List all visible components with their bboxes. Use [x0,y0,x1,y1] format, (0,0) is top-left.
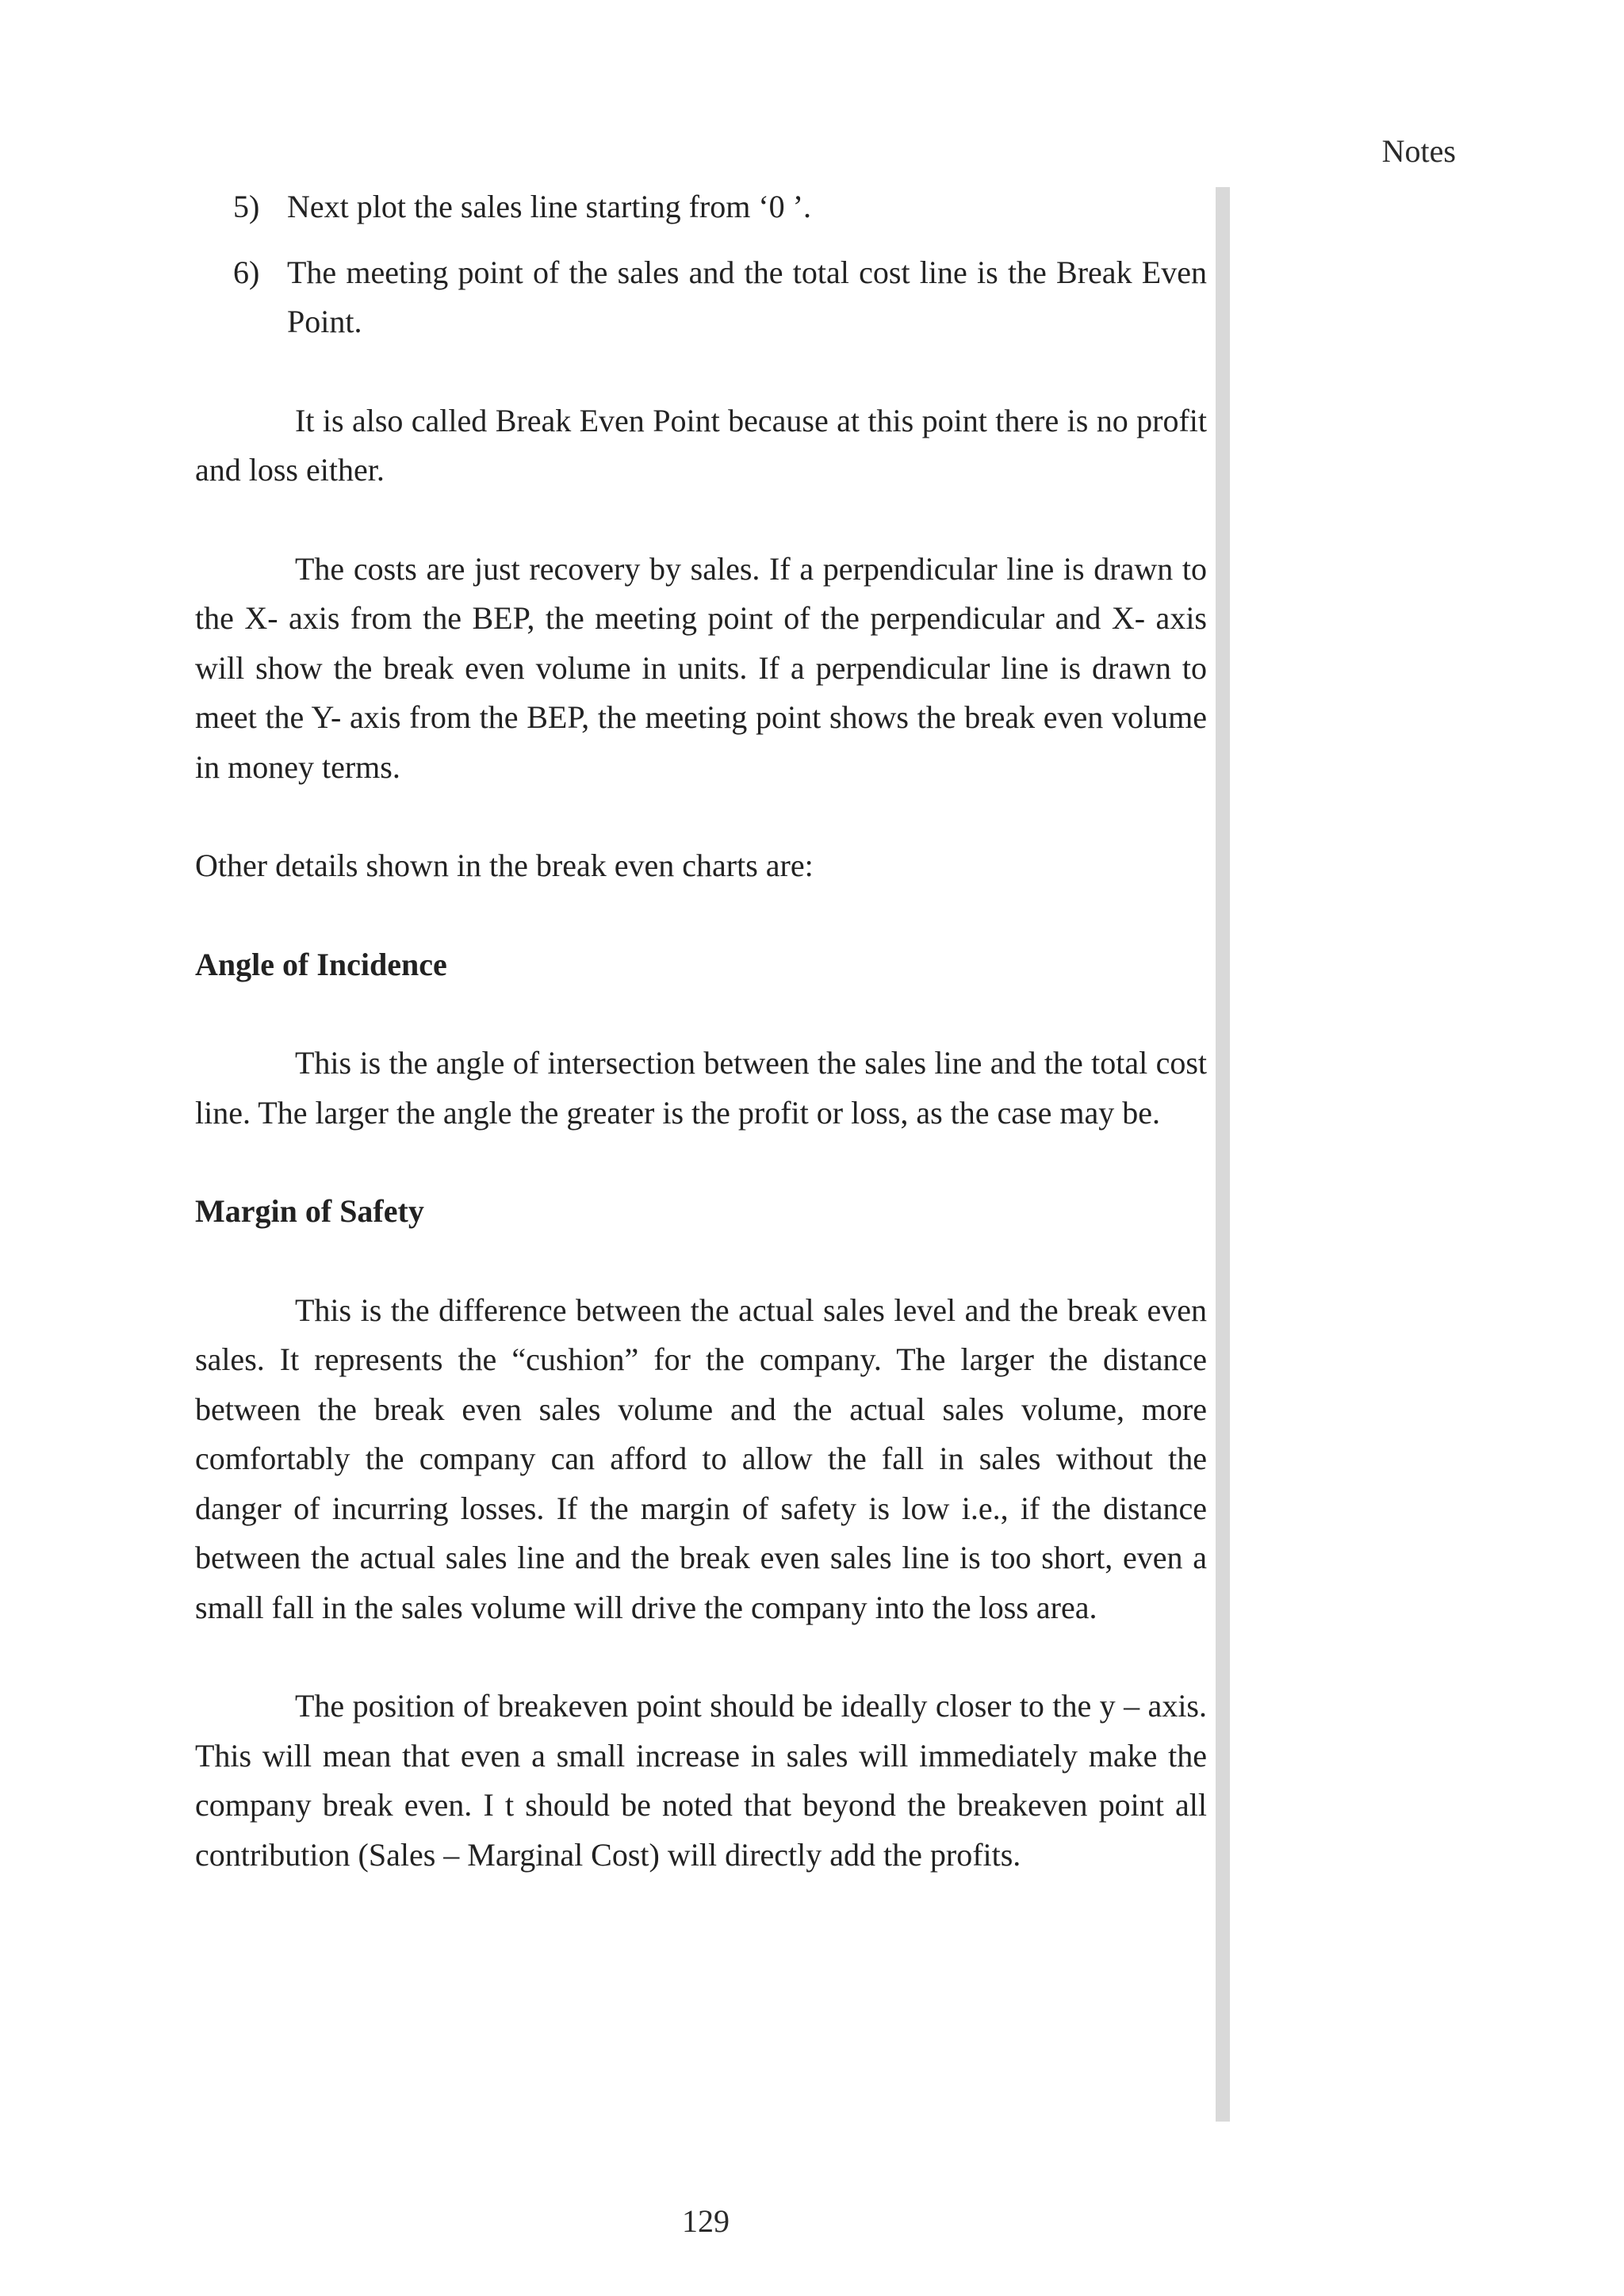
list-item [195,182,1207,232]
paragraph-costs-recovery: The costs are just recovery by sales. If a perpendicular line is drawn to the X- axis from the BEP, the meeting point of the perpendicular and X- axis will show the break even volume in units. If a perpendicular line is drawn to meet the Y- axis from the BEP, the meeting point shows the break even volume in money terms. [195,550,1207,785]
paragraph-angle-of-incidence: This is the angle of intersection between the sales line and the total cost line. The larger the angle the greater is the profit or loss, as the case may be. [195,1045,1207,1131]
paragraph-other-details: Other details shown in the break even charts are: [195,848,814,883]
paragraph-margin-of-safety: This is the difference between the actual sales level and the break even sales. It represents the “cushion” for the company. The larger the distance between the break even sales volume and the actual sales volume, more comfortably the company can afford to allow the fall in sales without the danger of incurring losses. If the margin of safety is low i.e., if the distance between the actual sales line and the break even sales line is too short, even a small fall in the sales volume will drive the company into the loss area. [195,1292,1207,1625]
heading-margin-of-safety: Margin of Safety [195,1193,424,1229]
list-item-text: The meeting point of the sales and the total cost line is the Break Even Point. [287,254,1207,339]
heading-angle-of-incidence: Angle of Incidence [195,946,447,982]
paragraph-break-even-point: It is also called Break Even Point because at this point there is no profit and loss either. [195,402,1207,488]
notes-label: Notes [1381,133,1456,169]
list-item-number: 5) [233,189,260,224]
page-content [195,182,1207,1880]
list-item [195,248,1207,347]
list-item-text: Next plot the sales line starting from ‘0 ’. [287,189,811,224]
page-number: 129 [682,2203,730,2239]
margin-rule [1216,187,1230,2122]
paragraph-breakeven-position: The position of breakeven point should be ideally closer to the y – axis. This will mean that even a small increase in sales will immediately make the company break even. I t should be noted that beyond the breakeven point all contribution (Sales – Marginal Cost) will directly add the profits. [195,1688,1207,1873]
list-item-number: 6) [233,254,260,290]
